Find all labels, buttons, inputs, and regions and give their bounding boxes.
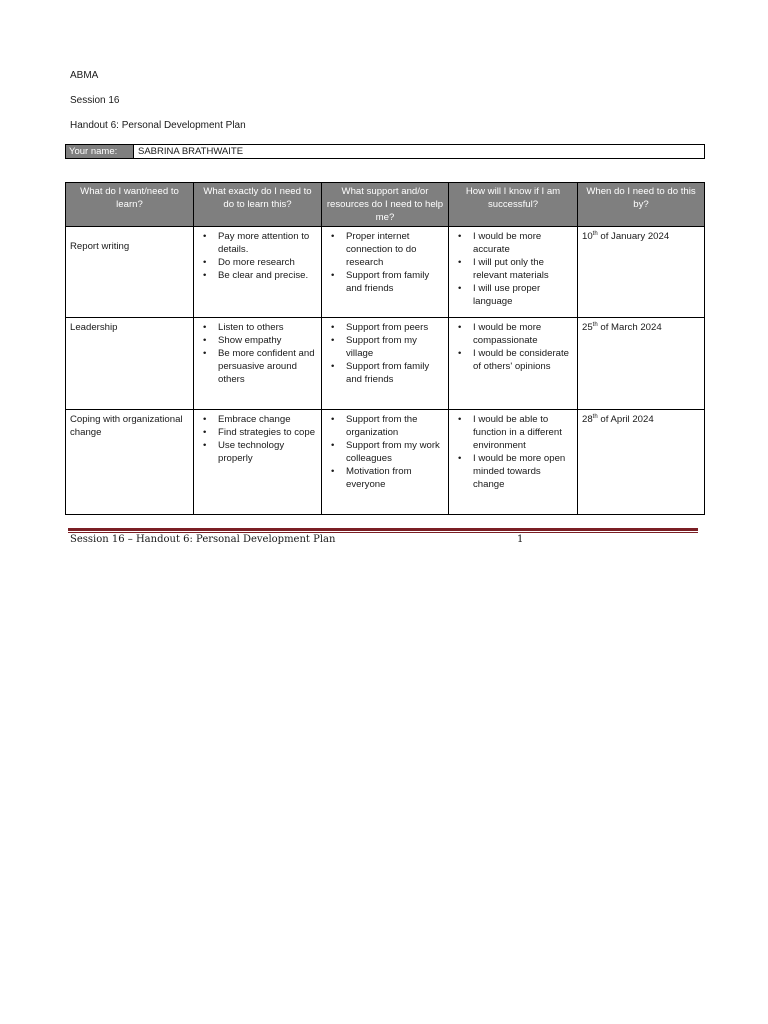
- column-header: What exactly do I need to do to learn this?: [194, 183, 322, 227]
- list-item: • Find strategies to cope: [218, 426, 317, 439]
- list-item: • Support from my work colleagues: [346, 439, 444, 465]
- date-suffix: th: [592, 414, 598, 420]
- actions-cell: [194, 410, 322, 515]
- topic-cell: Report writing: [66, 227, 194, 318]
- date-cell: [578, 227, 705, 318]
- table-row: [66, 410, 705, 515]
- list-item: • I will put only the relevant materials: [473, 256, 573, 282]
- list-item: • Be more confident and persuasive around others: [218, 347, 317, 386]
- column-header: When do I need to do this by?: [578, 183, 705, 227]
- list-item: • Proper internet connection to do research: [346, 230, 444, 269]
- date-cell: [578, 318, 705, 410]
- list-item: • Listen to others: [218, 321, 317, 334]
- page-number: 1: [517, 534, 524, 545]
- list-item: • I would be able to function in a different environment: [473, 413, 573, 452]
- date-rest: of March 2024: [597, 322, 662, 333]
- support-cell: [322, 318, 449, 410]
- topic-cell: Coping with organizational change: [66, 410, 194, 515]
- date-day: 25: [582, 322, 593, 333]
- date-suffix: th: [592, 231, 598, 237]
- support-cell: [322, 227, 449, 318]
- date-rest: of January 2024: [597, 231, 670, 242]
- list-item: • Embrace change: [218, 413, 317, 426]
- table-header-row: [66, 183, 705, 227]
- success-cell: [449, 227, 578, 318]
- list-item: • Support from my village: [346, 334, 444, 360]
- header-org: ABMA: [70, 70, 99, 81]
- success-cell: [449, 318, 578, 410]
- name-value: SABRINA BRATHWAITE: [138, 146, 244, 157]
- support-cell: [322, 410, 449, 515]
- topic-cell: Leadership: [66, 318, 194, 410]
- list-item: • Support from peers: [346, 321, 444, 334]
- column-header: What do I want/need to learn?: [66, 183, 194, 227]
- development-plan-table: [65, 182, 705, 515]
- list-item: • Support from the organization: [346, 413, 444, 439]
- name-label: Your name:: [66, 145, 134, 158]
- list-item: • Support from family and friends: [346, 269, 444, 295]
- date-suffix: th: [592, 322, 598, 328]
- column-header: How will I know if I am successful?: [449, 183, 578, 227]
- list-item: • I would be more compassionate: [473, 321, 573, 347]
- date-day: 28: [582, 414, 593, 425]
- list-item: • Do more research: [218, 256, 317, 269]
- footer-title: Session 16 – Handout 6: Personal Development Plan: [70, 534, 336, 545]
- list-item: • Be clear and precise.: [218, 269, 317, 282]
- header-handout-title: Handout 6: Personal Development Plan: [70, 120, 246, 131]
- table-row: [66, 227, 705, 318]
- actions-cell: [194, 318, 322, 410]
- date-cell: [578, 410, 705, 515]
- list-item: • Motivation from everyone: [346, 465, 444, 491]
- actions-cell: [194, 227, 322, 318]
- column-header: What support and/or resources do I need to help me?: [322, 183, 449, 227]
- date-rest: of April 2024: [597, 414, 654, 425]
- footer-rule-thin: [68, 532, 698, 533]
- table-row: [66, 318, 705, 410]
- list-item: • I will use proper language: [473, 282, 573, 308]
- list-item: • I would be considerate of others' opinions: [473, 347, 573, 373]
- footer-rule-thick: [68, 528, 698, 531]
- list-item: • I would be more accurate: [473, 230, 573, 256]
- name-field: [65, 144, 705, 159]
- header-session: Session 16: [70, 95, 120, 106]
- list-item: • I would be more open minded towards change: [473, 452, 573, 491]
- success-cell: [449, 410, 578, 515]
- list-item: • Use technology properly: [218, 439, 317, 465]
- list-item: • Support from family and friends: [346, 360, 444, 386]
- date-day: 10: [582, 231, 593, 242]
- list-item: • Show empathy: [218, 334, 317, 347]
- list-item: • Pay more attention to details.: [218, 230, 317, 256]
